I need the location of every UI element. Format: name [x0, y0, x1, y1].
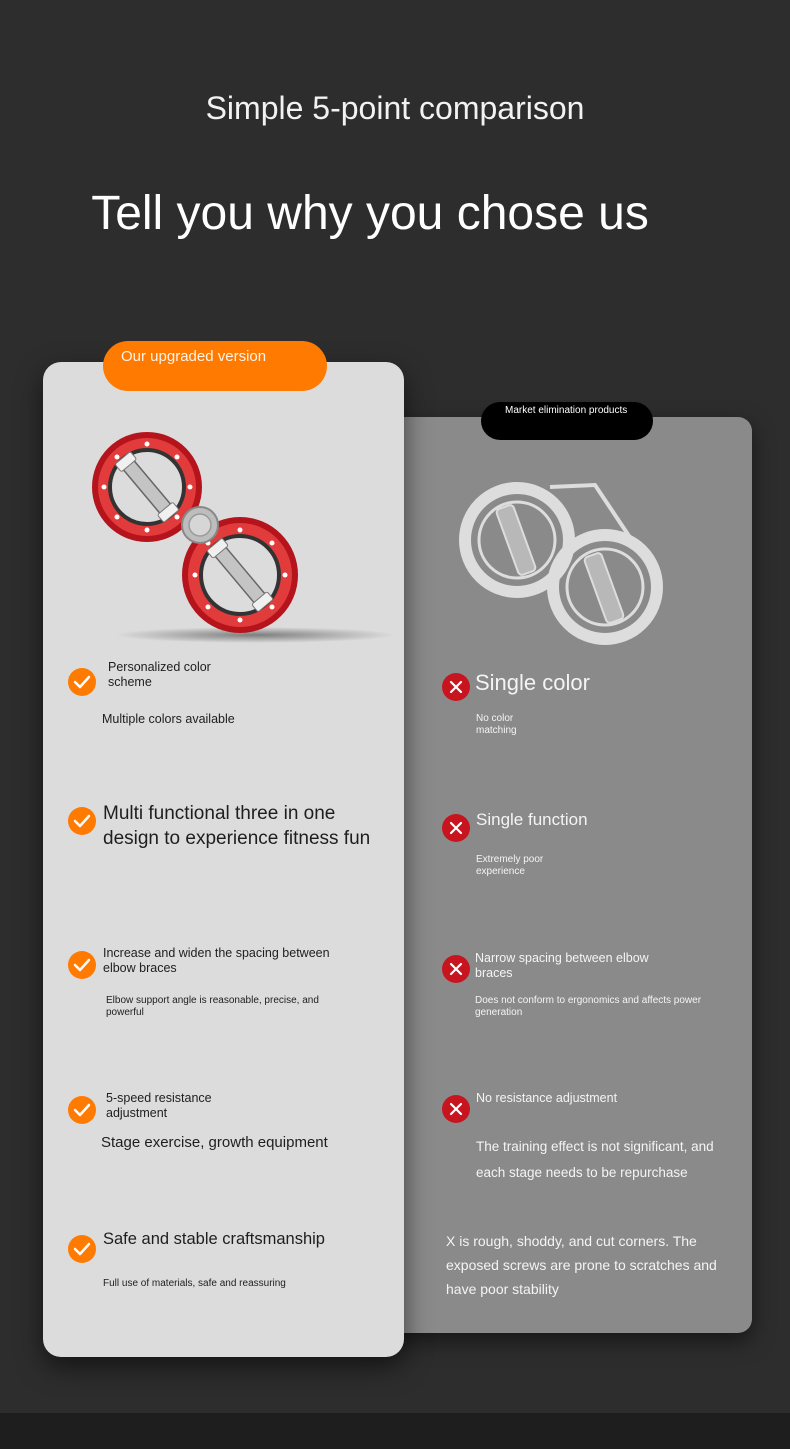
upgraded-feature-4-title: 5-speed resistance adjustment [106, 1091, 212, 1120]
competitor-feature-1-title: Single color [475, 670, 590, 695]
upgraded-feature-5-title: Safe and stable craftsmanship [103, 1230, 325, 1248]
check-icon [68, 668, 96, 696]
competitor-feature-3-desc: Does not conform to ergonomics and affects power generation [475, 995, 702, 1018]
check-icon [68, 807, 96, 835]
competitor-feature-2-desc: Extremely poor experience [476, 854, 544, 877]
competitor-product-image [455, 465, 685, 650]
section-subtitle: Simple 5-point comparison [205, 90, 585, 126]
competitor-feature-4-title: No resistance adjustment [476, 1091, 618, 1105]
competitor-feature-1-desc: No color matching [476, 713, 517, 736]
cross-icon [442, 1095, 470, 1123]
check-icon [68, 951, 96, 979]
check-icon [68, 1096, 96, 1124]
cross-icon [442, 814, 470, 842]
upgraded-badge: Our upgraded version [103, 341, 327, 391]
upgraded-feature-1-title: Personalized color scheme [108, 660, 211, 689]
competitor-badge: Market elimination products [481, 402, 653, 440]
upgraded-feature-4-desc: Stage exercise, growth equipment [101, 1134, 328, 1151]
upgraded-feature-3-desc: Elbow support angle is reasonable, precise, and powerful [106, 995, 319, 1018]
cross-icon [442, 955, 470, 983]
upgraded-feature-1-desc: Multiple colors available [102, 712, 235, 726]
competitor-feature-2-title: Single function [476, 810, 588, 829]
competitor-feature-3-title: Narrow spacing between elbow braces [475, 951, 649, 980]
competitor-feature-4-desc: The training effect is not significant, and each stage needs to be repurchase [476, 1139, 714, 1180]
upgraded-product-image [85, 425, 395, 650]
upgraded-feature-2-title: Multi functional three in one design to experience fitness fun [103, 803, 371, 849]
upgraded-feature-3-title: Increase and widen the spacing between elbow braces [103, 946, 330, 975]
cross-icon [442, 673, 470, 701]
competitor-feature-5-desc: X is rough, shoddy, and cut corners. The exposed screws are prone to scratches and have poor stability [446, 1233, 717, 1297]
bottom-band [0, 1413, 790, 1449]
check-icon [68, 1235, 96, 1263]
section-title: Tell you why you chose us [91, 187, 649, 240]
upgraded-feature-5-desc: Full use of materials, safe and reassuring [103, 1278, 286, 1289]
